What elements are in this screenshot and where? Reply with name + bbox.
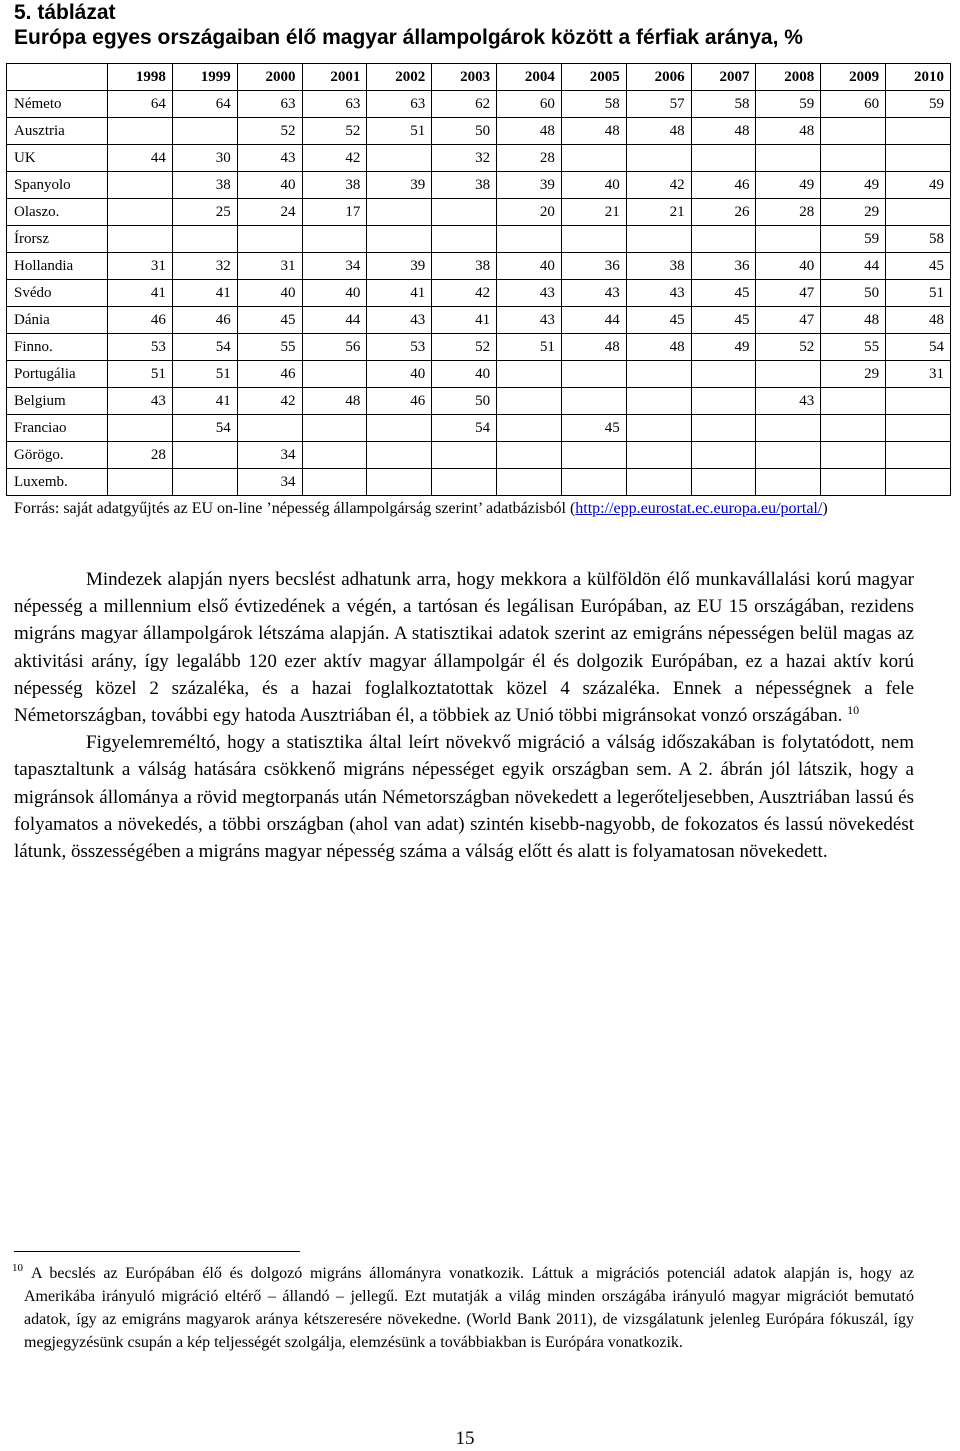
value-cell: 41 [172,388,237,415]
value-cell [497,226,562,253]
year-header: 2008 [756,64,821,91]
table-row [7,415,951,442]
value-cell: 54 [886,334,951,361]
value-cell [626,442,691,469]
value-cell: 51 [497,334,562,361]
value-cell: 57 [626,91,691,118]
value-cell: 38 [432,253,497,280]
value-cell: 48 [626,118,691,145]
value-cell [626,226,691,253]
country-cell: Franciao [7,415,108,442]
data-table [6,63,951,496]
value-cell: 48 [821,307,886,334]
value-cell: 55 [237,334,302,361]
value-cell: 42 [432,280,497,307]
value-cell: 54 [172,334,237,361]
value-cell: 40 [756,253,821,280]
value-cell [626,469,691,496]
value-cell: 43 [108,388,173,415]
value-cell [821,118,886,145]
value-cell: 60 [497,91,562,118]
year-header: 2002 [367,64,432,91]
value-cell [691,442,756,469]
year-header: 2006 [626,64,691,91]
value-cell [367,442,432,469]
value-cell: 58 [561,91,626,118]
value-cell [886,388,951,415]
value-cell: 49 [821,172,886,199]
country-cell: Spanyolo [7,172,108,199]
value-cell: 51 [886,280,951,307]
value-cell: 40 [302,280,367,307]
value-cell: 52 [302,118,367,145]
value-cell [237,226,302,253]
value-cell [821,388,886,415]
value-cell: 40 [237,172,302,199]
country-cell: Luxemb. [7,469,108,496]
value-cell: 63 [367,91,432,118]
value-cell: 52 [237,118,302,145]
table-row [7,307,951,334]
value-cell [626,145,691,172]
country-cell: Belgium [7,388,108,415]
value-cell [367,145,432,172]
value-cell: 38 [626,253,691,280]
value-cell [626,415,691,442]
value-cell: 42 [626,172,691,199]
table-body [7,91,951,496]
value-cell [302,469,367,496]
table-row [7,226,951,253]
value-cell [821,415,886,442]
table-number: 5. táblázat [14,1,116,24]
value-cell: 48 [886,307,951,334]
country-cell: UK [7,145,108,172]
value-cell [302,442,367,469]
year-header: 2007 [691,64,756,91]
value-cell [561,361,626,388]
year-header: 2000 [237,64,302,91]
table-row [7,91,951,118]
value-cell: 28 [108,442,173,469]
value-cell [237,415,302,442]
value-cell [367,199,432,226]
value-cell [432,199,497,226]
value-cell: 49 [691,334,756,361]
value-cell [756,226,821,253]
value-cell [561,442,626,469]
value-cell: 43 [756,388,821,415]
value-cell: 49 [886,172,951,199]
table-row [7,361,951,388]
value-cell [886,469,951,496]
value-cell: 38 [302,172,367,199]
value-cell: 50 [432,118,497,145]
year-header: 2001 [302,64,367,91]
value-cell: 43 [626,280,691,307]
value-cell: 48 [561,334,626,361]
value-cell: 43 [497,307,562,334]
source-after: ) [822,500,828,517]
year-header: 1999 [172,64,237,91]
value-cell [172,442,237,469]
body-text [14,566,914,865]
value-cell [432,469,497,496]
paragraph-1 [14,566,914,729]
value-cell: 43 [237,145,302,172]
value-cell: 54 [432,415,497,442]
value-cell: 46 [691,172,756,199]
value-cell: 46 [108,307,173,334]
table-header-row [7,64,951,91]
value-cell: 48 [561,118,626,145]
value-cell: 46 [172,307,237,334]
value-cell: 44 [108,145,173,172]
value-cell: 45 [886,253,951,280]
value-cell: 53 [108,334,173,361]
value-cell [497,469,562,496]
value-cell [367,469,432,496]
value-cell: 53 [367,334,432,361]
value-cell: 50 [432,388,497,415]
value-cell [626,361,691,388]
value-cell: 48 [626,334,691,361]
value-cell: 45 [237,307,302,334]
value-cell: 48 [691,118,756,145]
table-row [7,145,951,172]
value-cell: 29 [821,199,886,226]
value-cell: 56 [302,334,367,361]
table-header-corner [7,64,108,91]
value-cell [821,145,886,172]
value-cell [497,415,562,442]
table-title: Európa egyes országaiban élő magyar állampolgárok között a férfiak aránya, % [14,26,803,49]
value-cell: 25 [172,199,237,226]
value-cell: 51 [367,118,432,145]
value-cell [886,415,951,442]
value-cell [172,118,237,145]
value-cell: 47 [756,307,821,334]
value-cell: 59 [821,226,886,253]
value-cell [302,361,367,388]
year-header: 2004 [497,64,562,91]
table-row [7,253,951,280]
table-row [7,172,951,199]
value-cell [691,388,756,415]
value-cell: 21 [561,199,626,226]
year-header: 2005 [561,64,626,91]
value-cell: 43 [561,280,626,307]
footnote-text: A becslés az Európában élő és dolgozó migráns állományra vonatkozik. Láttuk a migrációs potenciál adatok alapján is, hogy az Amerikába irányuló migráció eltérő – állandó – jellegű. Ezt mutatják a világ minden országába irányuló magyar migrációt bemutató adatok, így az emigráns magyarok aránya kétszeresére növekedne. (World Bank 2011), de vizsgálatunk jelenleg Európára fókuszál, így megjegyzésünk csupán a kép teljességét szolgálja, elemzésünk a továbbiakban is Európára vonatkozik. [24,1265,914,1351]
country-cell: Hollandia [7,253,108,280]
value-cell: 44 [302,307,367,334]
value-cell: 40 [497,253,562,280]
value-cell: 43 [367,307,432,334]
table-row [7,280,951,307]
value-cell [302,415,367,442]
year-header: 2003 [432,64,497,91]
value-cell: 39 [367,172,432,199]
value-cell [561,145,626,172]
table-row [7,334,951,361]
value-cell [172,226,237,253]
value-cell: 51 [172,361,237,388]
value-cell: 55 [821,334,886,361]
value-cell: 38 [432,172,497,199]
country-cell: Finno. [7,334,108,361]
value-cell: 41 [432,307,497,334]
value-cell [172,469,237,496]
value-cell [432,442,497,469]
value-cell: 45 [626,307,691,334]
value-cell: 38 [172,172,237,199]
value-cell [821,469,886,496]
country-cell: Portugália [7,361,108,388]
value-cell: 50 [821,280,886,307]
value-cell [108,226,173,253]
value-cell: 47 [756,280,821,307]
value-cell [432,226,497,253]
footnote-separator [14,1251,300,1252]
value-cell [367,226,432,253]
value-cell [691,226,756,253]
value-cell: 42 [237,388,302,415]
footnote [12,1262,914,1354]
value-cell: 26 [691,199,756,226]
table-row [7,469,951,496]
value-cell: 60 [821,91,886,118]
value-cell: 49 [756,172,821,199]
value-cell: 63 [302,91,367,118]
value-cell: 52 [756,334,821,361]
value-cell: 41 [108,280,173,307]
year-header: 2009 [821,64,886,91]
source-text: Forrás: saját adatgyűjtés az EU on-line ’népesség állampolgárság szerint’ adatbázisból ( [14,500,576,517]
value-cell: 40 [237,280,302,307]
value-cell: 17 [302,199,367,226]
value-cell: 45 [691,280,756,307]
country-cell: Svédo [7,280,108,307]
value-cell: 41 [172,280,237,307]
year-header: 1998 [108,64,173,91]
value-cell [756,442,821,469]
value-cell: 64 [108,91,173,118]
country-cell: Dánia [7,307,108,334]
value-cell [561,388,626,415]
paragraph-2: Figyelemreméltó, hogy a statisztika által leírt növekvő migráció a válság időszakában is folytatódott, nem tapasztaltunk a válság hatására csökkenő migráns népességet egyik országban sem. A 2. ábrán jól látszik, hogy a migránsok állománya a rövid megtorpanás után Németországban növekedett a legerőteljesebben, Ausztriában lassú és folyamatos a növekedés, a többi országban (ahol van adat) szintén kisebb-nagyobb, de fokozatos és lassú növekedést látunk, összességében a migráns magyar népesség száma a válság előtt és alatt is folyamatosan növekedett. [14,732,914,863]
value-cell [756,469,821,496]
year-header: 2010 [886,64,951,91]
table-row [7,118,951,145]
value-cell: 20 [497,199,562,226]
value-cell: 41 [367,280,432,307]
value-cell [886,442,951,469]
value-cell [497,388,562,415]
value-cell: 58 [691,91,756,118]
value-cell: 44 [821,253,886,280]
value-cell [497,361,562,388]
country-cell: Olaszo. [7,199,108,226]
value-cell [561,226,626,253]
country-cell: Görögo. [7,442,108,469]
value-cell: 34 [302,253,367,280]
value-cell [626,388,691,415]
value-cell [821,442,886,469]
value-cell: 31 [108,253,173,280]
value-cell: 43 [497,280,562,307]
value-cell: 36 [691,253,756,280]
value-cell: 36 [561,253,626,280]
source-note [14,498,944,520]
value-cell: 45 [691,307,756,334]
value-cell [691,469,756,496]
value-cell: 31 [886,361,951,388]
value-cell [886,118,951,145]
value-cell [108,199,173,226]
value-cell: 39 [367,253,432,280]
value-cell [561,469,626,496]
value-cell: 24 [237,199,302,226]
value-cell: 40 [432,361,497,388]
country-cell: Németo [7,91,108,118]
footnote-reference[interactable]: 10 [847,703,860,718]
country-cell: Írorsz [7,226,108,253]
value-cell [367,415,432,442]
value-cell: 39 [497,172,562,199]
value-cell: 31 [237,253,302,280]
value-cell: 59 [886,91,951,118]
value-cell: 54 [172,415,237,442]
value-cell: 64 [172,91,237,118]
value-cell [302,226,367,253]
value-cell: 46 [367,388,432,415]
value-cell [497,442,562,469]
value-cell: 34 [237,469,302,496]
value-cell [108,172,173,199]
value-cell: 46 [237,361,302,388]
value-cell: 51 [108,361,173,388]
value-cell: 40 [561,172,626,199]
value-cell [756,145,821,172]
value-cell [886,145,951,172]
value-cell [886,199,951,226]
value-cell: 32 [432,145,497,172]
value-cell [108,415,173,442]
value-cell: 28 [497,145,562,172]
table-row [7,199,951,226]
value-cell: 58 [886,226,951,253]
value-cell: 42 [302,145,367,172]
page-number: 15 [455,1428,475,1449]
table-row [7,388,951,415]
value-cell: 48 [302,388,367,415]
value-cell: 44 [561,307,626,334]
value-cell: 48 [756,118,821,145]
value-cell: 28 [756,199,821,226]
footnote-number: 10 [12,1262,23,1274]
value-cell: 29 [821,361,886,388]
value-cell: 30 [172,145,237,172]
value-cell [108,118,173,145]
value-cell: 34 [237,442,302,469]
value-cell [691,415,756,442]
value-cell: 32 [172,253,237,280]
value-cell: 48 [497,118,562,145]
value-cell: 45 [561,415,626,442]
value-cell [691,145,756,172]
value-cell: 52 [432,334,497,361]
value-cell: 40 [367,361,432,388]
value-cell [756,361,821,388]
value-cell [756,415,821,442]
country-cell: Ausztria [7,118,108,145]
value-cell [108,469,173,496]
value-cell: 62 [432,91,497,118]
source-link[interactable]: http://epp.eurostat.ec.europa.eu/portal/ [575,500,823,517]
value-cell [691,361,756,388]
paragraph-1-text: Mindezek alapján nyers becslést adhatunk arra, hogy mekkora a külföldön élő munkavállalási korú magyar népesség a millennium első évtizedének a végén, a tartósan és legálisan Európában, az EU 15 országában, rezidens migráns magyar állampolgárok létszáma alapján. A statisztikai adatok szerint az emigráns népességen belül magas az aktivitási arány, így legalább 120 ezer aktív magyar állampolgár él és dolgozik Európában, ez a hazai aktív korú népesség közel 2 százaléka, és a hazai foglalkoztatottak közel 4 százaléka. Ennek a népességnek a fele Németországban, további egy hatoda Ausztriában él, a többiek az Unió többi migránsokat vonzó országában. [14,569,914,727]
value-cell: 63 [237,91,302,118]
value-cell: 21 [626,199,691,226]
table-row [7,442,951,469]
value-cell: 59 [756,91,821,118]
